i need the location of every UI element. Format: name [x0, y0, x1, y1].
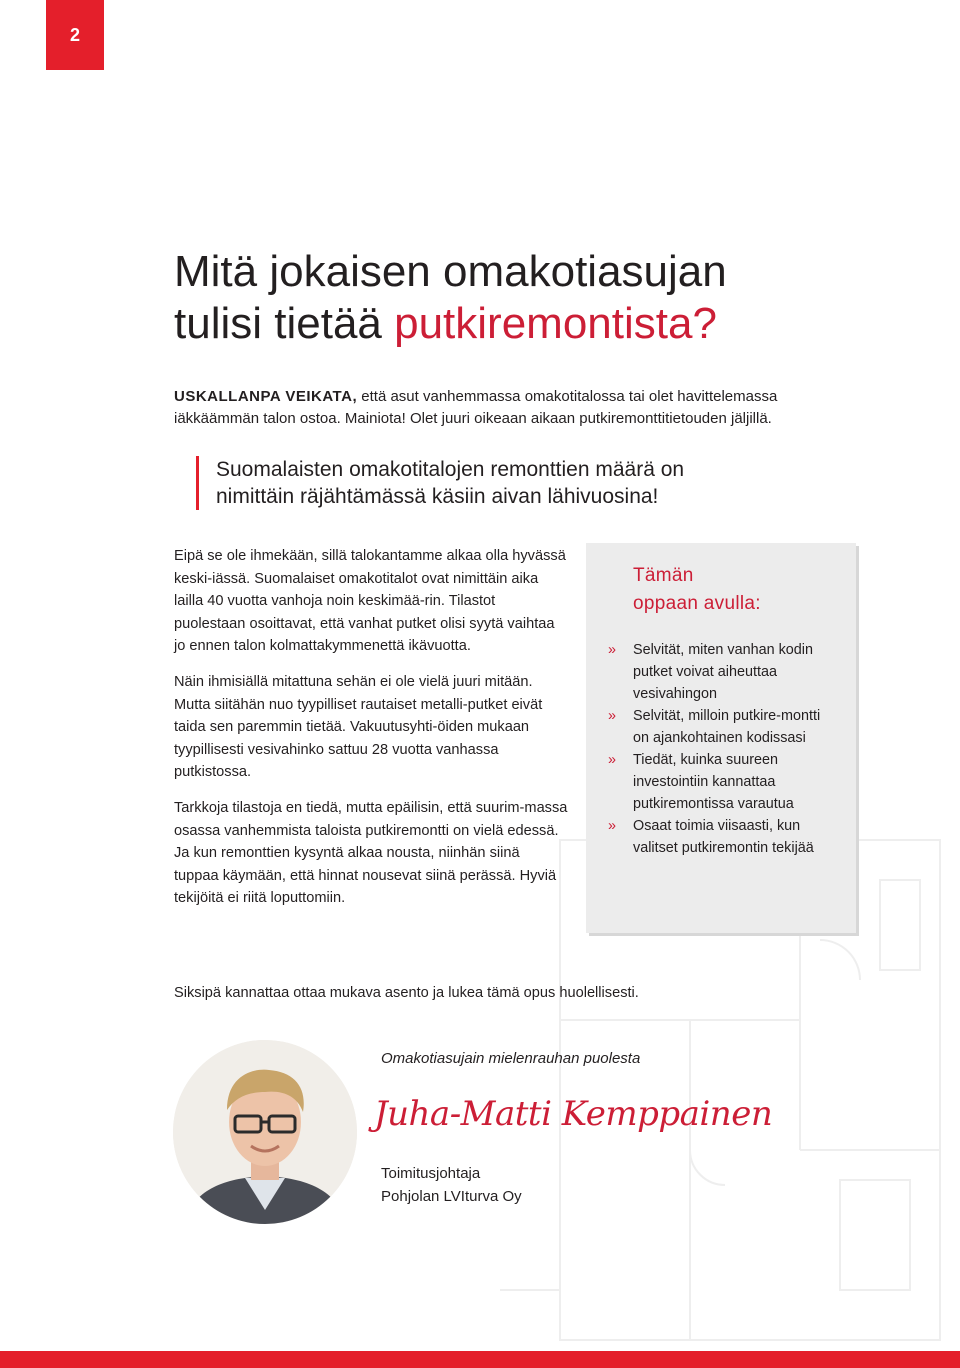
portrait-illustration: [173, 1040, 357, 1224]
lead-text-2: iäkkäämmän talon ostoa. Mainiota! Olet juuri oikeaan aikaan putkiremonttitietouden jäljillä.: [174, 410, 772, 427]
bullet-icon: »: [608, 752, 617, 768]
title-line-1: Mitä jokaisen omakotiasujan: [174, 247, 727, 296]
bullet-icon: »: [608, 708, 617, 724]
signoff-intro: Omakotiasujain mielenrauhan puolesta: [381, 1050, 641, 1067]
body-text-column: [174, 545, 568, 923]
info-box-title-line-1: Tämän: [633, 565, 694, 586]
lead-text-1: että asut vanhemmassa omakotitalossa tai olet havittelemassa: [357, 388, 778, 405]
signer-title: Toimitusjohtaja: [381, 1165, 481, 1182]
list-item-text: Selvität, milloin putkire-montti on ajankohtainen kodissasi: [633, 708, 821, 746]
bullet-icon: »: [608, 642, 617, 658]
benefits-list: [608, 639, 840, 859]
body-paragraph-3: Tarkkoja tilastoja en tiedä, mutta epäilisin, että suurim-massa osassa vanhemmista taloista putkiremontti on vielä edessä. Ja kun remonttien kysyntä alkaa nousta, niinhän siinä tuppaa käymään, että hinnat nousevat siinä perässä. Hyviä tekijöitä ei riitä loputtomiin.: [174, 799, 568, 907]
signature: Juha-Matti Kemppainen: [374, 1094, 773, 1134]
pull-quote: [196, 456, 816, 510]
footer-bar: [0, 1351, 960, 1368]
signer-company: Pohjolan LVIturva Oy: [381, 1188, 522, 1205]
title-line-2: tulisi tietää: [174, 299, 395, 348]
title-accent: putkiremontista?: [394, 299, 717, 348]
author-portrait: [173, 1040, 357, 1224]
bullet-icon: »: [608, 818, 617, 834]
list-item-text: Tiedät, kuinka suureen investointiin kannattaa putkiremontissa varautua: [633, 752, 794, 812]
list-item: [608, 705, 840, 749]
list-item: [608, 639, 840, 705]
info-box-title: [633, 562, 761, 618]
page-title: [174, 246, 874, 350]
lead-paragraph: [174, 386, 854, 430]
closing-sentence: Siksipä kannattaa ottaa mukava asento ja lukea tämä opus huolellisesti.: [174, 985, 639, 1001]
list-item-text: Osaat toimia viisaasti, kun valitset putkiremontin tekijää: [633, 818, 814, 856]
lead-caps: USKALLANPA VEIKATA,: [174, 388, 358, 405]
info-box-title-line-2: oppaan avulla:: [633, 593, 761, 614]
pull-quote-line-2: nimittäin räjähtämässä käsiin aivan lähivuosina!: [216, 485, 659, 508]
list-item-text: Selvität, miten vanhan kodin putket voivat aiheuttaa vesivahingon: [633, 642, 813, 702]
pull-quote-line-1: Suomalaisten omakotitalojen remonttien määrä on: [216, 458, 685, 481]
list-item: [608, 749, 840, 815]
body-paragraph-2: Näin ihmisiällä mitattuna sehän ei ole vielä juuri mitään. Mutta siitähän nuo tyypilliset rautaiset metalli-putket eivät taida sen paremmin tietää. Vakuutusyhti-öiden mukaan tyypillisesti vesivahinko sattuu 28 vuotta vanhassa putkistossa.: [174, 673, 543, 781]
body-paragraph-1: Eipä se ole ihmekään, sillä talokantamme alkaa olla hyvässä keski-iässä. Suomalaiset omakotitalot ovat nimittäin aika lailla 40 vuotta vanhoja noin keskimää-rin. Tilastot puolestaan osoittavat, että vanhat putket olisi syytä vaihtaa jo ennen talon kolmattakymmenettä ikävuotta.: [174, 548, 566, 655]
guide-benefits-box: [586, 543, 856, 933]
page-number-tab: [46, 0, 104, 70]
list-item: [608, 815, 840, 859]
page-number: 2: [69, 24, 80, 45]
